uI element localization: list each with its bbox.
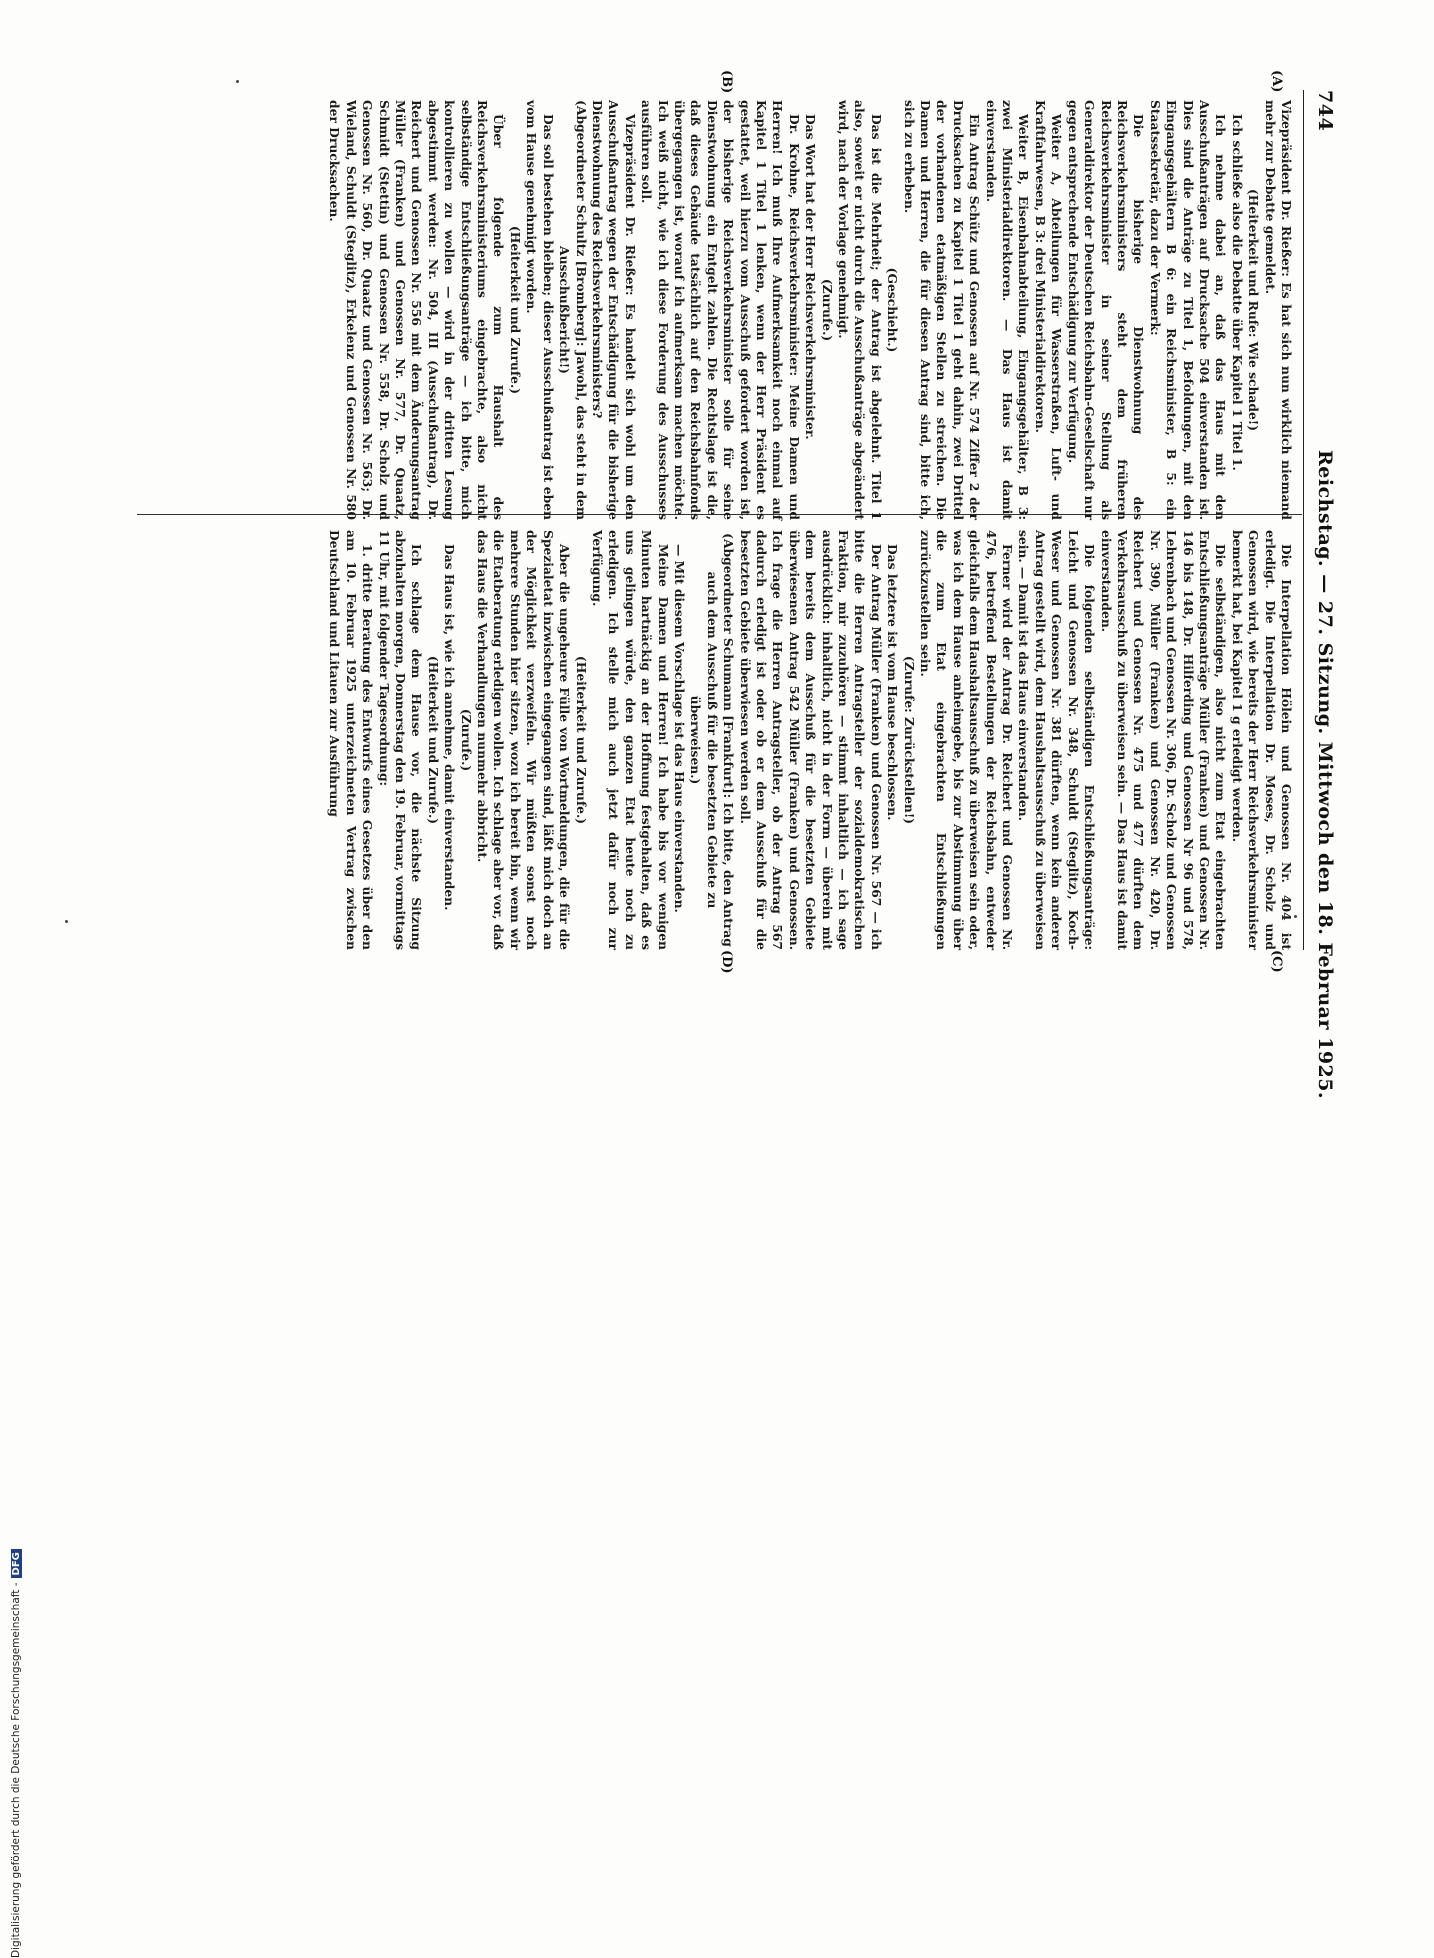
interjection: (Heiterkeit und Zurufe.) bbox=[573, 655, 589, 825]
paragraph: Die Interpellation Hölein und Genossen Nr. 404 ist erledigt. Die Interpellation Dr. Moses, Dr. Scholz und Genossen wird, wie bereits der Herr Reichsverkehrsminister bemerkt hat, bei Kapitel 1 g erledigt werden. bbox=[1229, 530, 1294, 950]
scan-speck bbox=[1294, 915, 1297, 918]
paragraph: Weiter B, Eisenbahnabteilung, Eingangsgehälter, B 3: zwei Ministerialdirektoren. — Das Haus ist damit einverstanden. bbox=[983, 100, 1032, 520]
paragraph: Ich schließe also die Debatte über Kapitel 1 Titel 1. bbox=[1229, 114, 1245, 471]
paragraph: Aber die ungeheure Fülle von Wortmeldungen, die für die Spezialetat inzwischen eingegangen sind, läßt mich doch an der Möglichkeit verzweifeln. Wir müßten sonst noch mehrere Stunden hier sitzen, wozu ich bereit bin, wenn wir die Etatberatung erledigen wollen. Ich schlage aber vor, daß das Haus die Verhandlungen nunmehr abbricht. bbox=[475, 530, 573, 950]
interjection: (Zurufe.) bbox=[458, 708, 474, 772]
paragraph: Ferner wird der Antrag Dr. Reichert und Genossen Nr. 476, betreffend Bestellungen der Reichsbahn, entweder gleichfalls dem Haushaltsausschuß zu überweisen sein oder, was ich dem Hause anheimgebe, bis zur Abstimmung über die zum Etat eingebrachten Entschließungen zurückzustellen sein. bbox=[918, 530, 1016, 950]
paragraph: Meine Damen und Herren! Ich habe bis vor wenigen Minuten hartnäckig an der Hoffnung festgehalten, daß es uns gelingen würde, den ganzen Etat heute noch zu erledigen. Ich stelle mich auch jetzt dafür noch zur Verfügung. bbox=[589, 530, 671, 950]
interjection: (Heiterkeit und Rufe: Wie schade!) bbox=[1246, 188, 1262, 432]
interjection: (Zurufe: Zurückstellen!) bbox=[901, 655, 917, 825]
paragraph: — Mit diesem Vorschlage ist das Haus einverstanden. bbox=[671, 544, 687, 913]
page-header bbox=[1302, 90, 1342, 1100]
margin-mark-a: (A) bbox=[1269, 70, 1284, 93]
margin-mark-d: (D) bbox=[719, 950, 734, 974]
interjection: (Geschieht.) bbox=[885, 267, 901, 353]
interjection: (Heiterkeit und Zurufe.) bbox=[425, 655, 441, 825]
paragraph: Vizepräsident Dr. Rießer: Es handelt sich wohl um den Ausschußantrag wegen der Entschädigung für die bisherige Dienstwohnung des Reichsverkehrsministers? bbox=[589, 100, 638, 520]
interjection: (Heiterkeit und Zurufe.) bbox=[507, 225, 523, 395]
paragraph: Über folgende zum Haushalt des Reichsverkehrsministeriums eingebrachte, also nicht selbständige Entschließungsanträge — ich bitte, mich kontrollieren zu wollen — wird in der dritten Lesung abgestimmt werden: Nr. 504, III (Ausschußantrag), Dr. Reichert und Genossen Nr. 556 mit dem Änderungsantrag Müller (Franken) und Genossen Nr. 577, Dr. Quaatz, Schmidt (Stettin) und Genossen Nr. 558, Dr. Scholz und Genossen Nr. 560, Dr. Quaatz und Genossen Nr. 563; Dr. Wieland, Schuldt (Steglitz), Erkelenz und Genossen Nr. 580 der Drucksachen. bbox=[327, 100, 507, 520]
paragraph: Das ist die Mehrheit; der Antrag ist abgelehnt. Titel 1 also, soweit er nicht durch die Ausschußanträge abgeändert wird, nach der Vorlage genehmigt. bbox=[836, 100, 884, 520]
paragraph: Ich schlage dem Hause vor, die nächste Sitzung abzuhalten morgen, Donnerstag den 19. Februar, vormittags 11 Uhr, mit folgender Tagesordnung: bbox=[376, 530, 425, 950]
page-title: Reichstag. — 27. Sitzung. Mittwoch den 18. Februar 1925. bbox=[1314, 450, 1336, 1100]
left-column bbox=[326, 100, 1294, 520]
interjection: (Abgeordneter Schumann [Frankfurt]: Ich bitte, den Antrag auch dem Ausschuß für die besetzten Gebiete zu überweisen.) bbox=[688, 533, 737, 947]
paragraph: Das letztere ist vom Hause beschlossen. bbox=[885, 544, 901, 821]
paragraph: Dr. Krohne, Reichsverkehrsminister: Meine Damen und Herren! Ich muß Ihre Aufmerksamkeit noch einmal auf Kapitel 1 Titel 1 lenken, wenn der Herr Präsident es gestattet, weil hierzu vom Ausschuß gefordert worden ist, der bisherige Reichsverkehrsminister solle für seine Dienstwohnung ein Entgelt zahlen. Die Rechtslage ist die, daß dieses Gebäude tatsächlich auf den Reichsbahnfonds übergegangen ist, worauf ich aufmerksam machen möchte. Ich weiß nicht, wie ich diese Forderung des Ausschusses ausführen soll. bbox=[639, 100, 802, 520]
paragraph: Das soll bestehen bleiben; dieser Ausschußantrag ist eben vom Hause genehmigt worden. bbox=[524, 100, 556, 520]
paragraph: Die selbständigen, also nicht zum Etat eingebrachten Entschließungsanträge Müller (Franken) und Genossen Nr. 146 bis 148, Dr. Hilferding und Genossen Nr 96 und 578, Lehrenbach und Genossen Nr. 306, Dr. Scholz und Genossen Nr. 390, Müller (Franken) und Genossen Nr. 420, Dr. Reichert und Genossen Nr. 475 und 477 dürften dem Verkehrsausschuß zu überweisen sein. — Das Haus ist damit einverstanden. bbox=[1098, 530, 1229, 950]
header-rule bbox=[1303, 90, 1304, 950]
interjection: (Abgeordneter Schultz [Bromberg]: Jawohl, das steht in dem Ausschußbericht!) bbox=[557, 100, 589, 520]
interjection: (Zurufe.) bbox=[819, 278, 835, 342]
paragraph: Ein Antrag Schütz und Genossen auf Nr. 574 Ziffer 2 der Drucksachen zu Kapitel 1 Titel 1 geht dahin, zwei Drittel der vorhandenen etatmäßigen Stellen zu streichen. Die Damen und Herren, die für diesen Antrag sind, bitte ich, sich zu erheben. bbox=[901, 100, 983, 520]
dfg-logo: DFG bbox=[11, 1549, 22, 1578]
scan-speck bbox=[236, 80, 239, 83]
paragraph: Die folgenden selbständigen Entschließungsanträge: Leicht und Genossen Nr. 348, Schuldt (Steglitz), Koch-Weser und Genossen Nr. 381 dürften, wenn kein anderer Antrag gestellt wird, dem Haushaltsausschuß zu überweisen sein. — Damit ist das Haus einverstanden. bbox=[1016, 530, 1098, 950]
paragraph: Weiter A, Abteilungen für Wasserstraßen, Luft- und Kraftfahrwesen, B 3: drei Ministerialdirektoren. bbox=[1032, 100, 1065, 520]
paragraph: Ich nehme dabei an, daß das Haus mit den Ausschußanträgen auf Drucksache 504 einverstanden ist. Dies sind die Anträge zu Titel 1, Befoldungen, mit den Eingangsgehältern B 6: ein Reichsminister, B 5: ein Staatssekretär, dazu der Vermerk: bbox=[1147, 100, 1229, 520]
paragraph: Die bisherige Dienstwohnung des Reichsverkehrsministers steht dem früheren Reichsverkehrsminister in seiner Stellung als Generaldirektor der Deutschen Reichsbahn-Gesellschaft nur gegen entsprechende Entschädigung zur Verfügung. bbox=[1065, 100, 1147, 520]
paragraph: Vizepräsident Dr. Rießer: Es hat sich nun wirklich niemand mehr zur Debatte gemeldet. bbox=[1262, 100, 1294, 520]
margin-mark-c: (C) bbox=[1269, 950, 1284, 973]
scan-speck bbox=[65, 920, 68, 923]
page-number: 744 bbox=[1314, 90, 1336, 132]
paragraph: Das Haus ist, wie ich annehme, damit einverstanden. bbox=[442, 544, 458, 911]
margin-mark-b: (B) bbox=[719, 70, 734, 94]
paragraph: Der Antrag Müller (Franken) und Genossen Nr. 567 — ich bitte die Herren Antragsteller der sozialdemokratischen Fraktion, mir zuzuhören — stimmt inhaltlich — ich sage ausdrücklich: inhaltlich, nicht in der Form — überein mit dem bereits dem Ausschuß für die besetzten Gebiete überwiesenen Antrag 542 Müller (Franken) und Genossen. Ich frage die Herren Antragsteller, ob der Antrag 567 dadurch erledigt ist oder ob er dem Ausschuß für die besetzten Gebiete überwiesen werden soll. bbox=[737, 530, 884, 950]
digitization-footer bbox=[10, 958, 32, 1958]
paragraph: 1. dritte Beratung des Entwurfs eines Gesetzes über den am 10. Februar 1925 unterzeichneten Vertrag zwischen Deutschland und Litauen zur Ausführung bbox=[327, 530, 376, 950]
paragraph: Das Wort hat der Herr Reichsverkehrsminister. bbox=[803, 114, 819, 440]
footer-text: Digitalisierung gefördert durch die Deutsche Forschungsgemeinschaft - bbox=[10, 1582, 22, 1958]
right-column bbox=[326, 530, 1294, 950]
